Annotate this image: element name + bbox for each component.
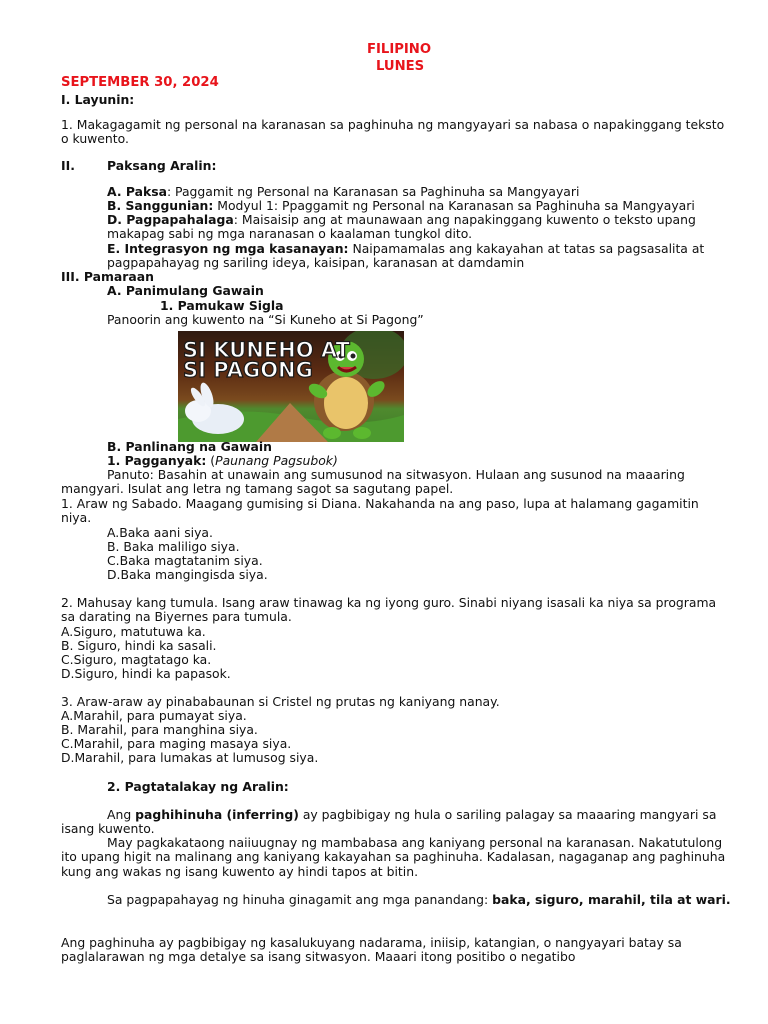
pagganyak-paren: ( [206, 453, 216, 468]
q2-choice-b: B. Siguro, hindi ka sasali. [61, 638, 217, 653]
story-thumbnail [178, 331, 404, 442]
q3-choice-c: C.Marahil, para maging masaya siya. [61, 736, 292, 751]
p1-post: ay pagbibigay ng hula o sariling palagay sa maaaring mangyari sa isang kuwento. [61, 807, 717, 837]
layunin-item: 1. Makagagamit ng personal na karanasan sa paghinuha ng mangyayari sa nabasa o napakinggang teksto o kuwento. [61, 117, 725, 147]
panimulang-gawain: A. Panimulang Gawain [107, 283, 264, 298]
thumbnail-title-line1: SI KUNEHO AT [183, 338, 350, 362]
paksa-label: A. Paksa [107, 184, 167, 199]
paragraph-pagkakataon: May pagkakataong naiiuugnay ng mambabasa ang kaniyang personal na karanasan. Nakatutulong ito upang higit na malinang ang kaniyang kakayahan sa paghinuha. Kadalasan, nagaganap ang paghinuha kung ang wakas ng isang kuwento ay hindi tapos at bitin. [61, 835, 726, 879]
p3-bold: baka, siguro, marahil, tila at wari. [492, 892, 731, 907]
integrasyon-label: E. Integrasyon ng mga kasanayan: [107, 241, 349, 256]
sanggunian-label: B. Sanggunian: [107, 198, 214, 213]
section-number-ii: II. [61, 158, 75, 173]
layunin-heading: I. Layunin: [61, 92, 135, 107]
p1-bold: paghihinuha (inferring) [135, 807, 299, 822]
paksa-text: : Paggamit ng Personal na Karanasan sa Paghinuha sa Mangyayari [166, 184, 580, 199]
pagtatalakay-heading: 2. Pagtatalakay ng Aralin: [107, 779, 289, 794]
paksang-aralin-heading: Paksang Aralin: [107, 158, 217, 173]
sanggunian-text: Modyul 1: Ppaggamit ng Personal na Karanasan sa Paghinuha sa Mangyayari [213, 198, 695, 213]
q1-choice-b: B. Baka maliligo siya. [107, 539, 240, 554]
p3-pre: Sa pagpapahayag ng hinuha ginagamit ang mga panandang: [107, 892, 493, 907]
integrasyon-line [107, 242, 727, 271]
panuto: Panuto: Basahin at unawain ang sumusunod na sitwasyon. Hulaan ang susunod na maaaring mangyari. Isulat ang letra ng tamang sagot sa sagutang papel. [61, 467, 685, 497]
pagganyak-italic: Paunang Pagsubok) [215, 453, 338, 468]
paragraph-paghinuha-definition: Ang paghinuha ay pagbibigay ng kasalukuyang nadarama, iniisip, katangian, o nangyayari batay sa paglalarawan ng mga detalye sa isang sitwasyon. Maaari itong positibo o negatibo [61, 935, 682, 965]
thumbnail-title-line2: SI PAGONG [183, 358, 313, 382]
q3-choice-d: D.Marahil, para lumakas at lumusog siya. [61, 750, 319, 765]
q3-choice-b: B. Marahil, para manghina siya. [61, 722, 258, 737]
pagpapahalaga-line [107, 213, 727, 242]
question-2: 2. Mahusay kang tumula. Isang araw tinawag ka ng iyong guro. Sinabi niyang isasali ka niya sa programa sa darating na Biyernes para tumula. [61, 595, 717, 625]
q2-choice-d: D.Siguro, hindi ka papasok. [61, 666, 231, 681]
pamaraan-heading: III. Pamaraan [61, 269, 154, 284]
q1-choice-c: C.Baka magtatanim siya. [107, 553, 263, 568]
panlinang-na-gawain: B. Panlinang na Gawain [107, 439, 272, 454]
q3-choice-a: A.Marahil, para pumayat siya. [61, 708, 247, 723]
day-title: LUNES [376, 59, 425, 74]
q1-choice-a: A.Baka aani siya. [107, 525, 213, 540]
rabbit-turtle-illustration [178, 331, 404, 442]
subject-title: FILIPINO [367, 42, 432, 57]
paragraph-pananda [61, 893, 731, 907]
pagganyak-label: 1. Pagganyak: [107, 453, 207, 468]
q2-choice-a: A.Siguro, matutuwa ka. [61, 624, 206, 639]
pamukaw-sigla-text: Panoorin ang kuwento na “Si Kuneho at Si Pagong” [107, 312, 424, 327]
integrasyon-text: Naipamamalas ang kakayahan at tatas sa pagsasalita at pagpapahayag ng sariling ideya, kaisipan, karanasan at damdamin [107, 241, 705, 271]
p1-pre: Ang [107, 807, 136, 822]
pagpapahalaga-text: : Maisaisip ang at maunawaan ang napakinggang kuwento o teksto upang makapag sabi ng mga naranasan o kaalaman tungkol dito. [107, 212, 696, 242]
question-1: 1. Araw ng Sabado. Maagang gumising si Diana. Nakahanda na ang paso, lupa at halamang gagamitin niya. [61, 496, 699, 526]
date-heading: SEPTEMBER 30, 2024 [61, 75, 219, 90]
pamukaw-sigla: 1. Pamukaw Sigla [160, 298, 284, 313]
q1-choice-d: D.Baka mangingisda siya. [107, 567, 268, 582]
question-3: 3. Araw-araw ay pinababaunan si Cristel ng prutas ng kaniyang nanay. [61, 694, 500, 709]
paragraph-paghihinuha [61, 808, 731, 837]
q2-choice-c: C.Siguro, magtatago ka. [61, 652, 212, 667]
pagpapahalaga-label: D. Pagpapahalaga [107, 212, 234, 227]
